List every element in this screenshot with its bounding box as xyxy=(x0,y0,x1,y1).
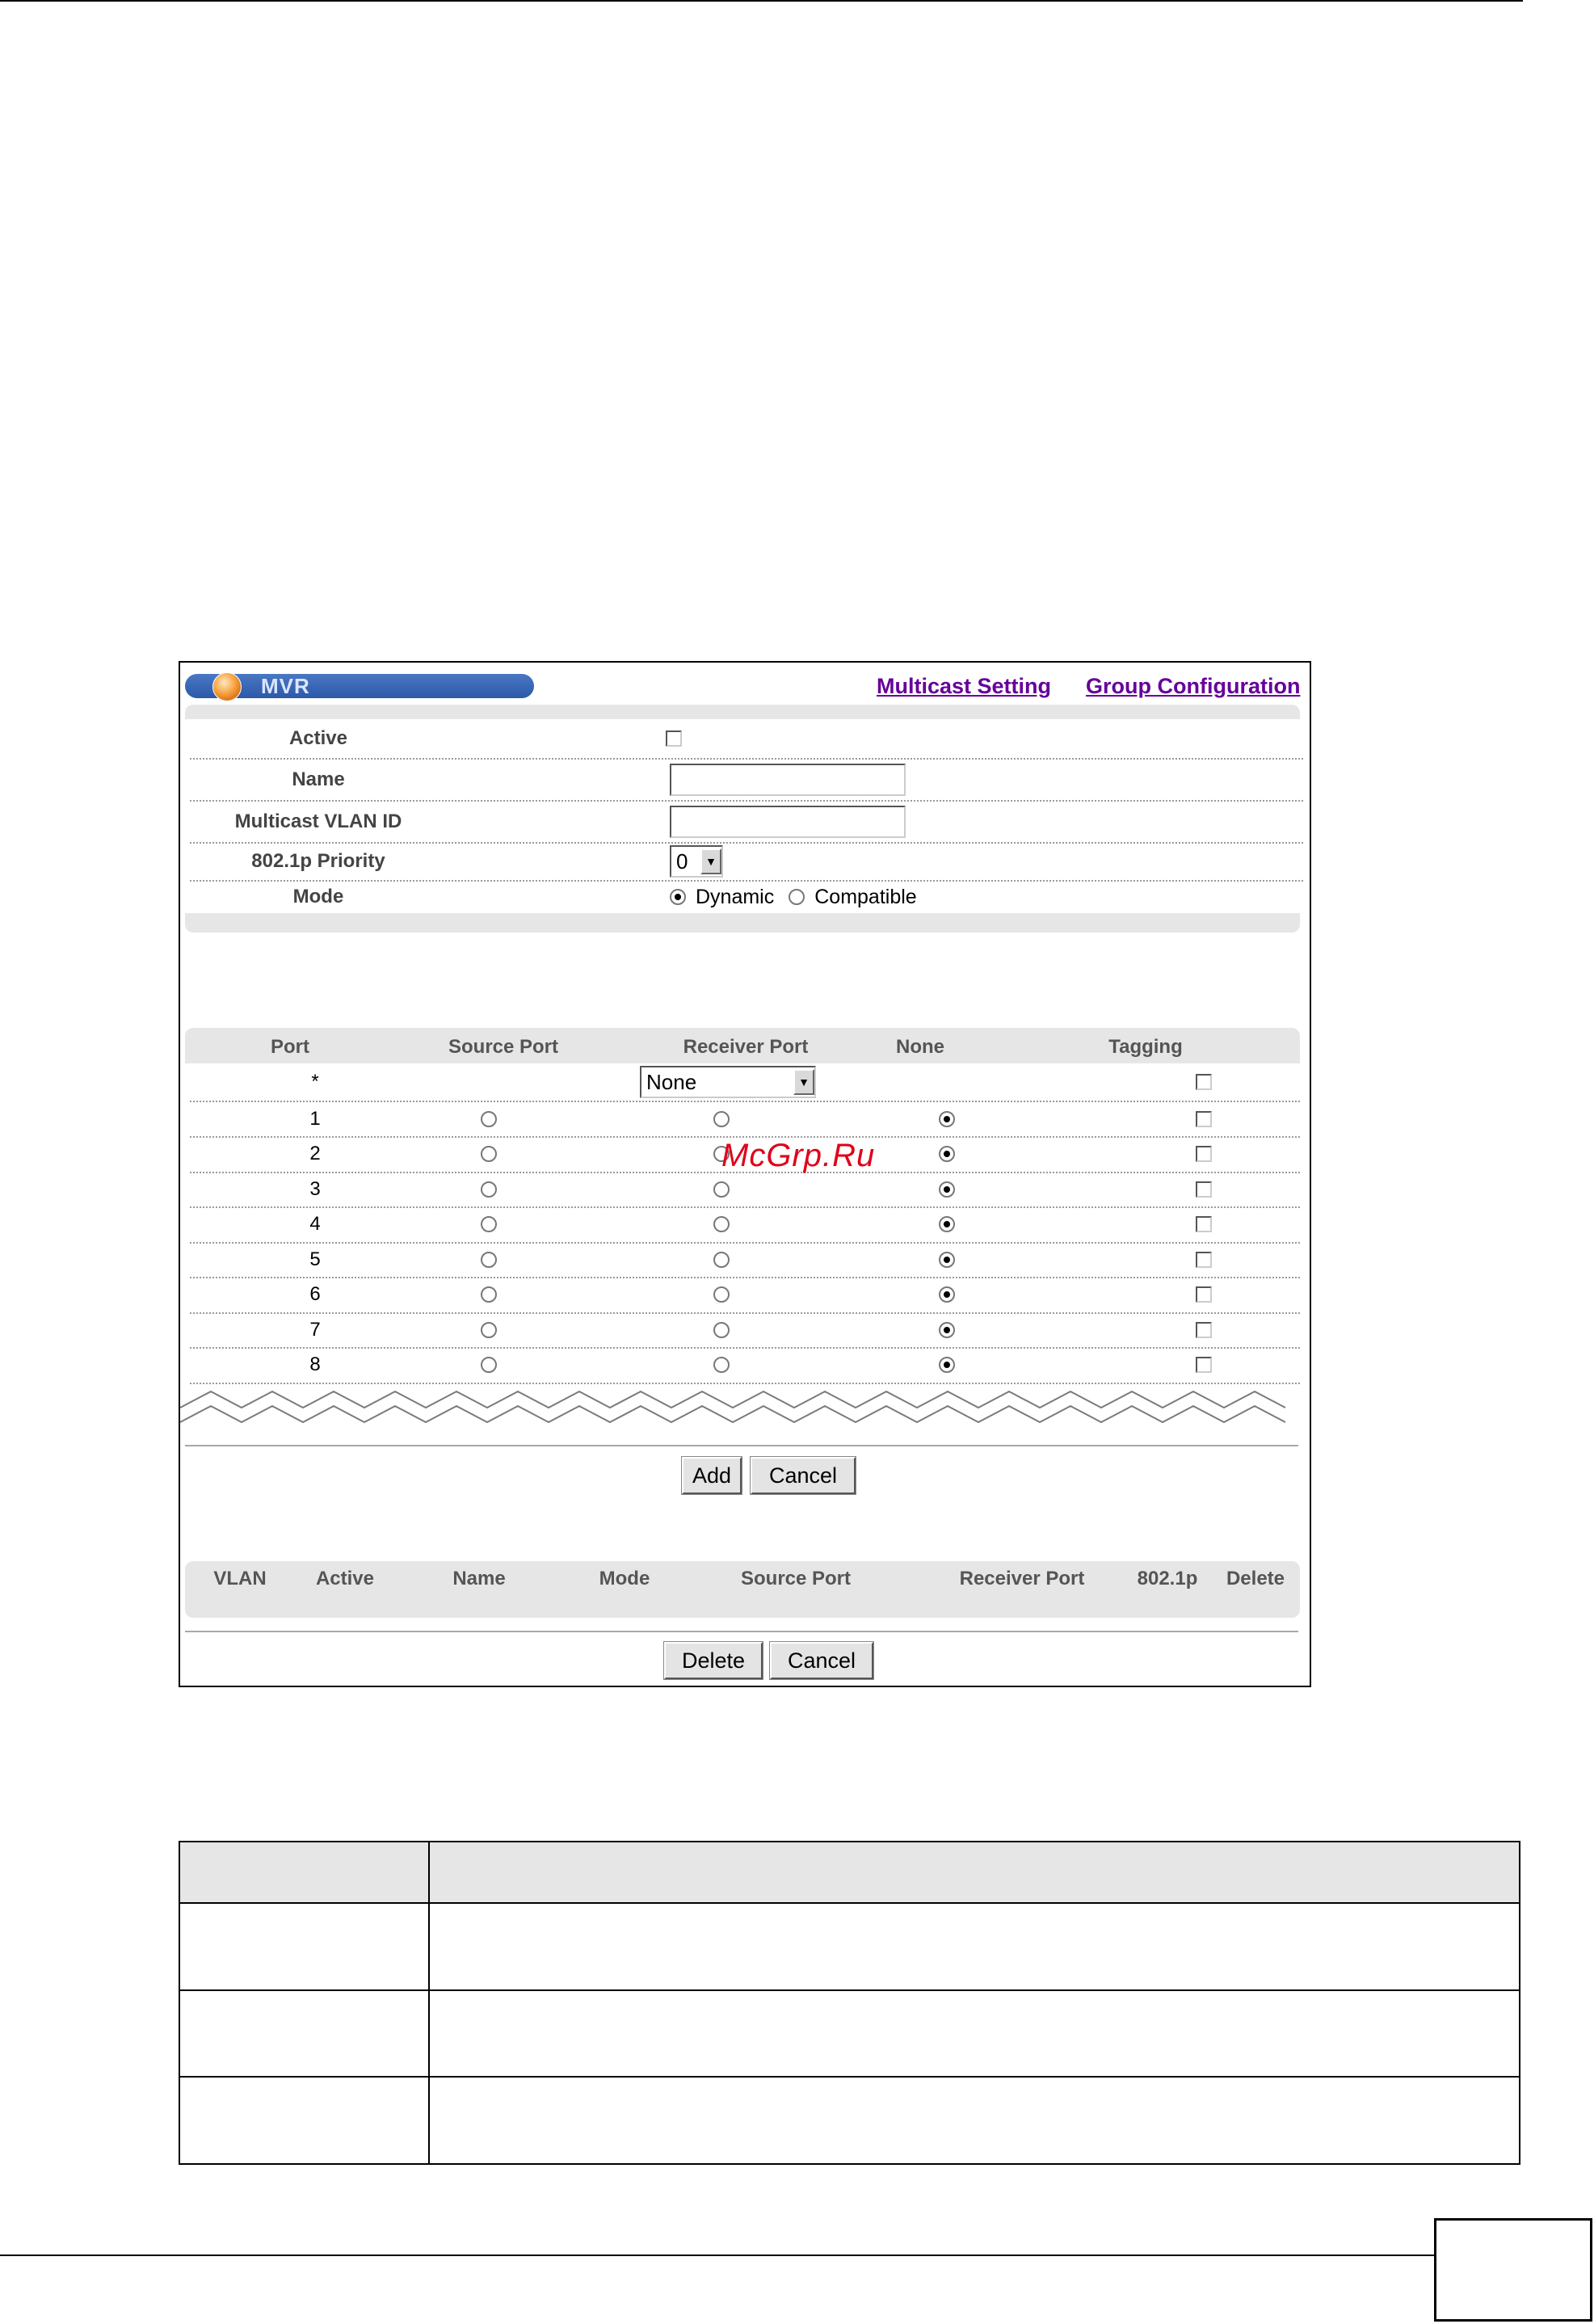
port-number: 2 xyxy=(309,1143,321,1164)
receiver-port-radio[interactable] xyxy=(713,1286,730,1303)
tagging-header: Tagging xyxy=(1108,1036,1183,1058)
name-row xyxy=(190,759,1303,802)
port-number: 6 xyxy=(309,1283,321,1305)
label-header-cell xyxy=(179,1842,429,1903)
mode-compatible-option[interactable] xyxy=(789,886,916,909)
receiver-port-header: Receiver Port xyxy=(683,1036,809,1058)
mvr-title-bar xyxy=(185,674,534,698)
none-port-cell xyxy=(923,1137,971,1172)
none-port-cell xyxy=(923,1278,971,1312)
name-field[interactable] xyxy=(670,764,906,796)
source-port-column-header: Source Port xyxy=(740,1568,852,1589)
mode-dynamic-option[interactable] xyxy=(670,886,774,909)
none-header: None xyxy=(896,1036,944,1058)
tagging-cell xyxy=(1180,1207,1228,1242)
none-port-cell xyxy=(923,1242,971,1277)
vlan-id-field-cell xyxy=(670,801,906,842)
receiver-port-column-header: Receiver Port xyxy=(959,1568,1085,1589)
port-number: 1 xyxy=(309,1107,321,1130)
tagging-cell xyxy=(1180,1172,1228,1206)
receiver-port-cell xyxy=(697,1101,746,1136)
mode-compatible-label: Compatible xyxy=(814,885,917,908)
mode-options xyxy=(670,881,932,913)
priority-select[interactable] xyxy=(670,845,723,878)
none-port-radio[interactable] xyxy=(939,1181,955,1198)
tagging-all-cell xyxy=(1180,1063,1228,1101)
delete-column-header: Delete xyxy=(1226,1568,1285,1589)
tagging-checkbox[interactable] xyxy=(1196,1322,1212,1338)
tagging-checkbox[interactable] xyxy=(1196,1252,1212,1268)
port-cell xyxy=(291,1137,339,1172)
watermark-text: McGrp.Ru xyxy=(721,1138,876,1173)
table-cell xyxy=(429,1990,1520,2077)
table-row xyxy=(190,1278,1300,1314)
name-field-cell xyxy=(670,759,906,800)
none-port-radio[interactable] xyxy=(939,1146,955,1162)
source-port-cell xyxy=(465,1278,513,1312)
none-port-radio[interactable] xyxy=(939,1286,955,1303)
delete-button[interactable]: Delete xyxy=(664,1642,763,1679)
config-panel-body xyxy=(185,719,1300,913)
chevron-down-icon[interactable]: ▼ xyxy=(793,1069,814,1095)
priority-row xyxy=(190,843,1303,882)
source-port-radio[interactable] xyxy=(481,1322,497,1338)
source-port-cell xyxy=(465,1172,513,1206)
tagging-checkbox[interactable] xyxy=(1196,1357,1212,1373)
table-header-row xyxy=(179,1842,1520,1903)
add-button[interactable]: Add xyxy=(682,1457,742,1494)
none-port-radio[interactable] xyxy=(939,1111,955,1127)
table-row xyxy=(190,1207,1300,1244)
name-label: Name xyxy=(292,768,345,790)
description-header-cell xyxy=(429,1842,1520,1903)
tagging-checkbox[interactable] xyxy=(1196,1111,1212,1127)
table-cell xyxy=(429,1903,1520,1990)
receiver-all-value: None xyxy=(646,1069,697,1094)
tagging-all-checkbox[interactable] xyxy=(1196,1074,1212,1090)
all-ports-select-cell xyxy=(639,1063,817,1101)
port-cell xyxy=(291,1101,339,1136)
active-row xyxy=(190,719,1303,760)
source-port-radio[interactable] xyxy=(481,1216,497,1232)
none-port-radio[interactable] xyxy=(939,1322,955,1338)
port-number: 7 xyxy=(309,1318,321,1341)
source-port-radio[interactable] xyxy=(481,1357,497,1373)
port-cell xyxy=(291,1172,339,1206)
none-port-cell xyxy=(923,1101,971,1136)
table-row xyxy=(190,1172,1300,1208)
mode-label: Mode xyxy=(292,886,344,907)
tagging-checkbox[interactable] xyxy=(1196,1181,1212,1198)
none-port-cell xyxy=(923,1207,971,1242)
source-port-radio[interactable] xyxy=(481,1146,497,1162)
status-orb-icon xyxy=(212,672,242,701)
none-port-radio[interactable] xyxy=(939,1357,955,1373)
receiver-all-select[interactable] xyxy=(640,1066,816,1098)
description-table xyxy=(179,1841,1520,2165)
mode-dynamic-label: Dynamic xyxy=(696,885,775,908)
receiver-port-radio[interactable] xyxy=(713,1111,730,1127)
table-cell xyxy=(179,1903,429,1990)
source-port-radio[interactable] xyxy=(481,1111,497,1127)
receiver-port-cell xyxy=(697,1312,746,1347)
table-row xyxy=(179,1990,1520,2077)
receiver-port-radio[interactable] xyxy=(713,1252,730,1268)
receiver-port-cell xyxy=(697,1242,746,1277)
name-column-header: Name xyxy=(452,1568,506,1589)
mode-compatible-radio[interactable] xyxy=(789,889,805,905)
active-checkbox[interactable] xyxy=(666,730,682,747)
vlan-column-header: VLAN xyxy=(213,1568,267,1589)
receiver-port-cell xyxy=(697,1207,746,1242)
priority-column-header: 802.1p xyxy=(1137,1568,1198,1589)
table-row xyxy=(190,1242,1300,1278)
receiver-port-cell xyxy=(697,1278,746,1312)
source-port-radio[interactable] xyxy=(481,1286,497,1303)
active-column-header: Active xyxy=(315,1568,375,1589)
footer-rule xyxy=(0,2255,1446,2256)
cancel-delete-button[interactable]: Cancel xyxy=(770,1642,873,1679)
source-port-radio[interactable] xyxy=(481,1252,497,1268)
port-number: 5 xyxy=(309,1248,321,1270)
port-header: Port xyxy=(271,1036,309,1058)
source-port-cell xyxy=(465,1312,513,1347)
none-port-radio[interactable] xyxy=(939,1252,955,1268)
source-port-header: Source Port xyxy=(448,1036,559,1058)
chevron-down-icon[interactable]: ▼ xyxy=(700,848,721,874)
priority-value: 0 xyxy=(676,848,688,874)
source-port-radio[interactable] xyxy=(481,1181,497,1198)
page-number-box xyxy=(1434,2218,1592,2322)
tagging-checkbox[interactable] xyxy=(1196,1216,1212,1232)
group-configuration-link[interactable]: Group Configuration xyxy=(1086,674,1301,698)
table-cell xyxy=(179,2077,429,2164)
priority-select-cell xyxy=(670,843,723,880)
vlan-id-field[interactable] xyxy=(670,806,906,838)
table-break-graphic xyxy=(180,1372,1311,1437)
vlan-id-label: Multicast VLAN ID xyxy=(234,810,402,832)
divider-line xyxy=(185,1445,1298,1446)
vlan-id-row xyxy=(190,801,1303,844)
none-port-radio[interactable] xyxy=(939,1216,955,1232)
mvr-screenshot xyxy=(179,661,1311,1687)
header-rule xyxy=(0,0,1523,2)
port-cell xyxy=(291,1312,339,1347)
receiver-port-radio[interactable] xyxy=(713,1181,730,1198)
source-port-cell xyxy=(465,1101,513,1136)
divider-line-2 xyxy=(185,1631,1298,1632)
none-port-cell xyxy=(923,1312,971,1347)
table-row xyxy=(179,1903,1520,1990)
receiver-port-cell xyxy=(697,1172,746,1206)
table-row xyxy=(190,1312,1300,1349)
priority-label: 802.1p Priority xyxy=(251,850,385,872)
mode-row xyxy=(190,881,1303,913)
table-cell xyxy=(179,1990,429,2077)
tagging-cell xyxy=(1180,1242,1228,1277)
tagging-checkbox[interactable] xyxy=(1196,1146,1212,1162)
tagging-cell xyxy=(1180,1278,1228,1312)
receiver-port-radio[interactable] xyxy=(713,1322,730,1338)
port-cell xyxy=(291,1207,339,1242)
active-checkbox-cell xyxy=(666,719,682,758)
cancel-button[interactable]: Cancel xyxy=(751,1457,856,1494)
port-number: 4 xyxy=(309,1213,321,1235)
tagging-cell xyxy=(1180,1137,1228,1172)
tagging-cell xyxy=(1180,1101,1228,1136)
table-row xyxy=(190,1101,1300,1138)
port-number: 3 xyxy=(309,1177,321,1200)
receiver-port-radio[interactable] xyxy=(713,1216,730,1232)
source-port-cell xyxy=(465,1207,513,1242)
receiver-port-radio[interactable] xyxy=(713,1357,730,1373)
port-number: 8 xyxy=(309,1354,321,1375)
mode-dynamic-radio[interactable] xyxy=(670,889,686,905)
port-cell xyxy=(291,1242,339,1277)
table-row xyxy=(179,2077,1520,2164)
source-port-cell xyxy=(465,1242,513,1277)
all-ports-label: * xyxy=(311,1071,319,1093)
tagging-cell xyxy=(1180,1312,1228,1347)
source-port-cell xyxy=(465,1137,513,1172)
mode-column-header: Mode xyxy=(599,1568,650,1589)
all-ports-row xyxy=(190,1063,1300,1102)
screen-title: MVR xyxy=(261,674,310,698)
multicast-setting-link[interactable]: Multicast Setting xyxy=(877,674,1052,698)
tagging-checkbox[interactable] xyxy=(1196,1286,1212,1303)
active-label: Active xyxy=(288,727,348,749)
port-cell xyxy=(291,1278,339,1312)
table-cell xyxy=(429,2077,1520,2164)
none-port-cell xyxy=(923,1172,971,1206)
